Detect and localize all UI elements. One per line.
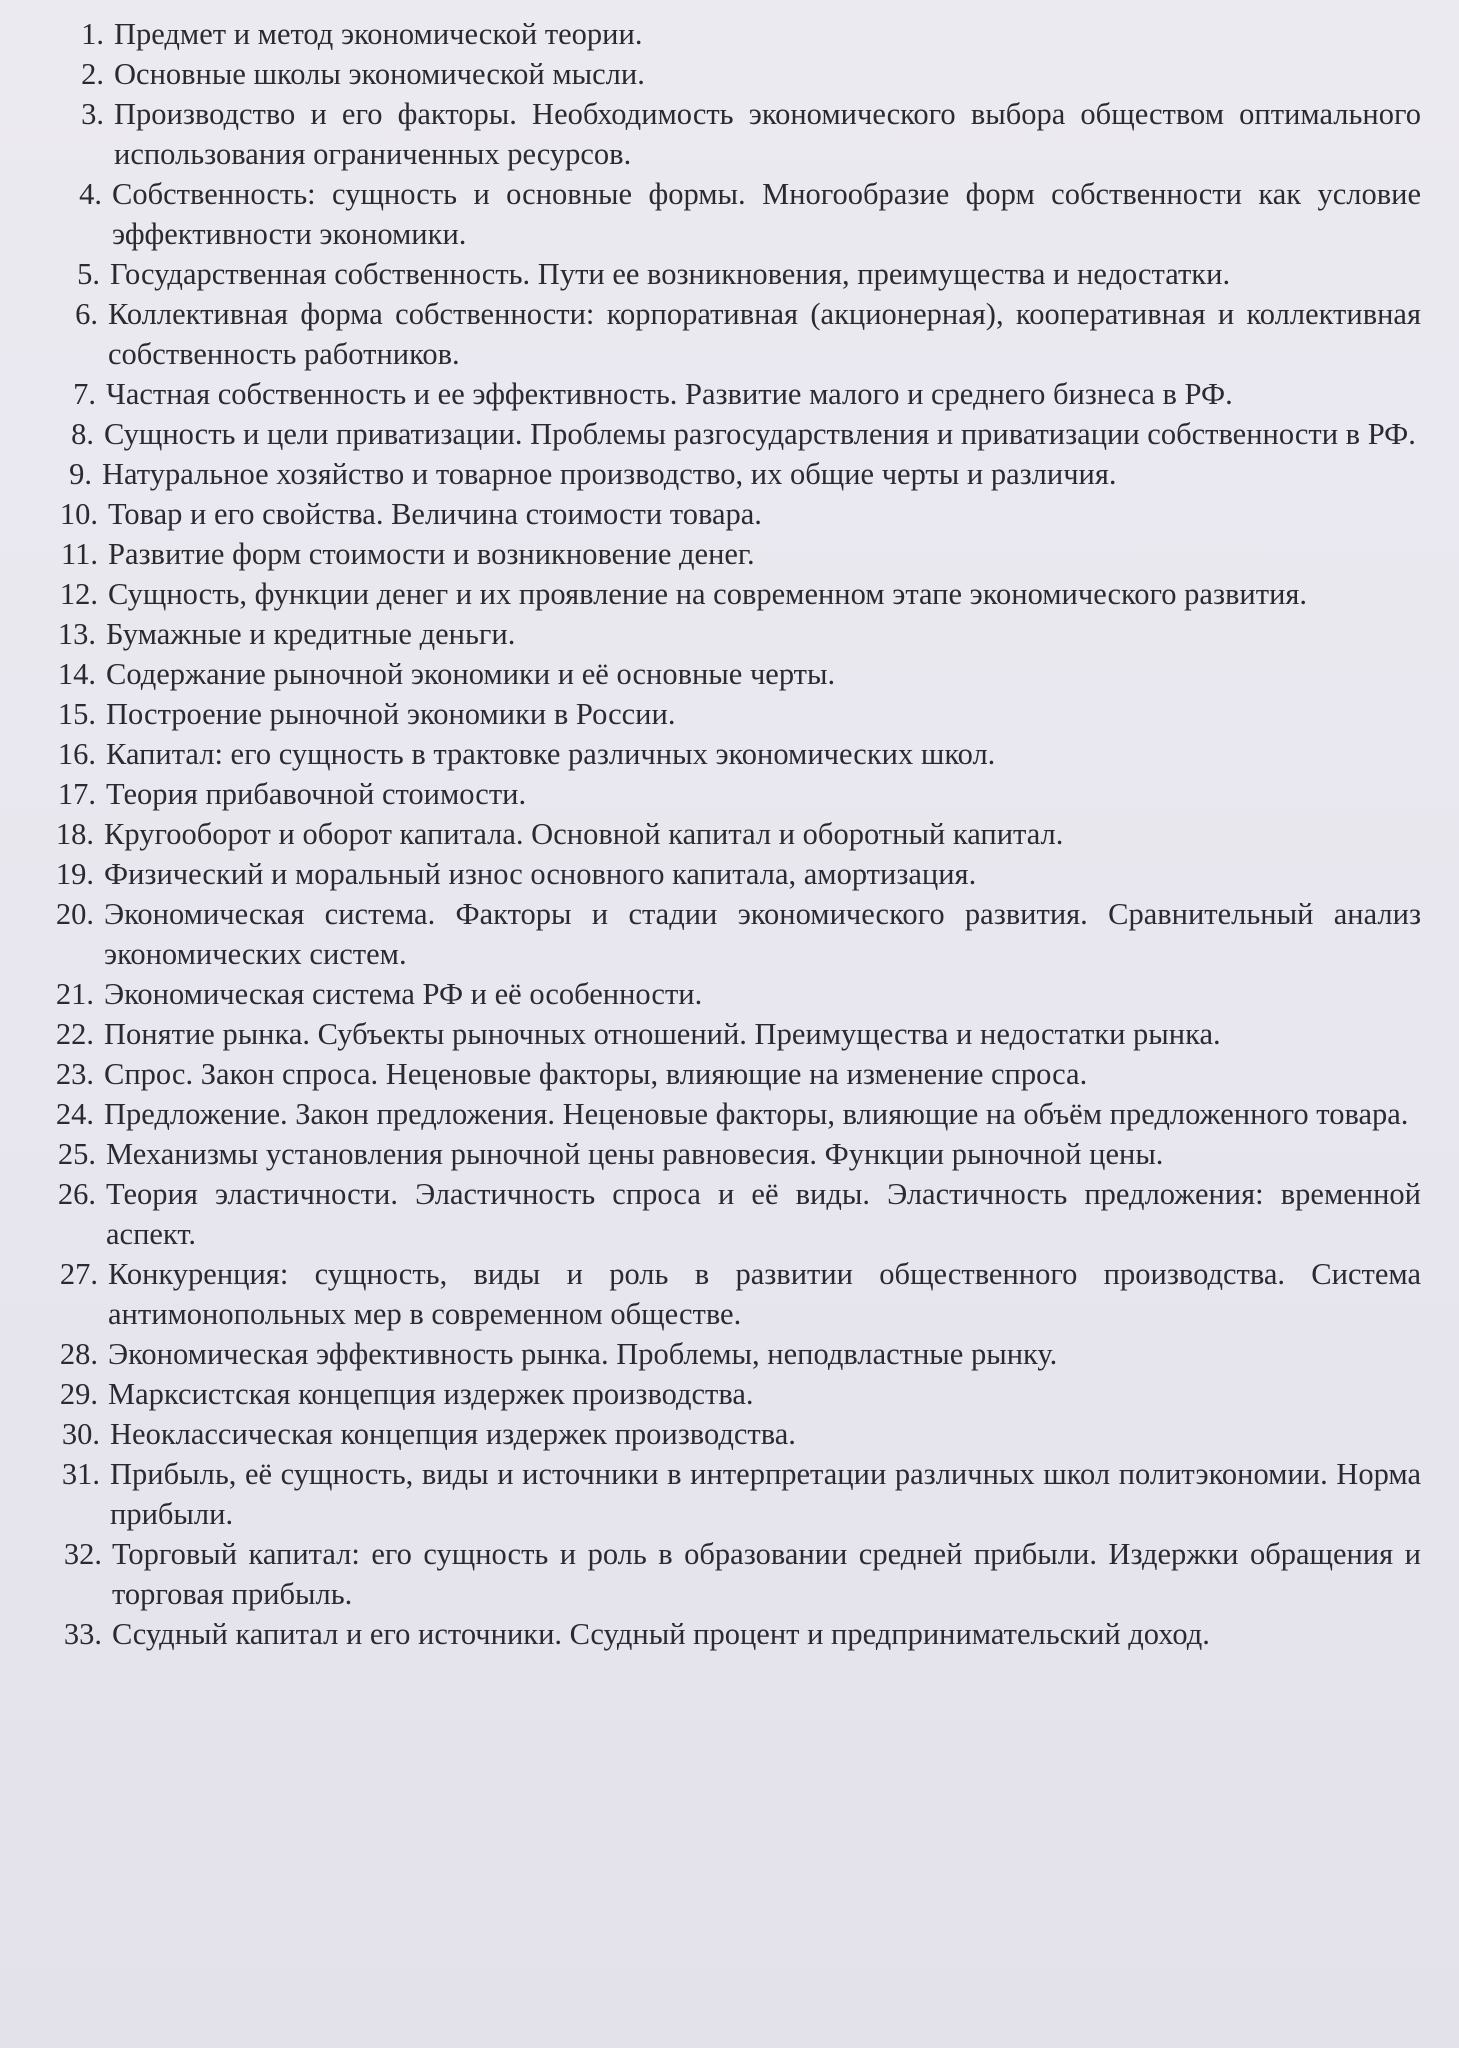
question-item (36, 294, 1421, 374)
question-text: Производство и его факторы. Необходимость экономического выбора обществом оптимального использования ограниченных ресурсов. (114, 97, 1421, 171)
question-text: Капитал: его сущность в трактовке различных экономических школ. (106, 737, 996, 771)
question-text: Торговый капитал: его сущность и роль в образовании средней прибыли. Издержки обращения и торговая прибыль. (112, 1537, 1421, 1611)
question-item (36, 54, 1421, 94)
question-number: 26. (57, 1177, 96, 1211)
question-number: 3. (81, 97, 104, 131)
question-number: 5. (77, 257, 100, 291)
question-item (36, 734, 1421, 774)
question-text: Товар и его свойства. Величина стоимости товара. (108, 497, 762, 531)
question-number: 28. (59, 1337, 98, 1371)
question-item (36, 1414, 1421, 1454)
question-item (36, 174, 1421, 254)
question-item (36, 614, 1421, 654)
question-item (36, 414, 1421, 454)
question-text: Натуральное хозяйство и товарное производство, их общие черты и различия. (102, 457, 1117, 491)
question-text: Экономическая система РФ и её особенности. (104, 977, 703, 1011)
question-list (36, 14, 1421, 1654)
question-item (36, 974, 1421, 1014)
question-number: 2. (81, 57, 104, 91)
question-number: 1. (81, 17, 104, 51)
question-text: Сущность и цели приватизации. Проблемы разгосударствления и приватизации собственности в РФ. (104, 417, 1416, 451)
question-item (36, 1254, 1421, 1334)
question-item (36, 1094, 1421, 1134)
question-number: 21. (55, 977, 94, 1011)
question-number: 14. (57, 657, 96, 691)
question-text: Прибыль, её сущность, виды и источники в интерпретации различных школ политэкономии. Норма прибыли. (110, 1457, 1421, 1531)
question-number: 24. (55, 1097, 94, 1131)
question-number: 12. (59, 577, 98, 611)
question-text: Построение рыночной экономики в России. (106, 697, 676, 731)
question-number: 17. (57, 777, 96, 811)
question-number: 10. (59, 497, 98, 531)
question-text: Марксистская концепция издержек производства. (108, 1377, 754, 1411)
question-text: Частная собственность и ее эффективность. Развитие малого и среднего бизнеса в РФ. (106, 377, 1233, 411)
question-number: 13. (57, 617, 96, 651)
question-item (36, 1614, 1421, 1654)
question-item (36, 1334, 1421, 1374)
question-text: Предмет и метод экономической теории. (114, 17, 643, 51)
question-text: Бумажные и кредитные деньги. (106, 617, 516, 651)
question-item (36, 1374, 1421, 1414)
question-item (36, 1454, 1421, 1534)
question-item (36, 774, 1421, 814)
question-text: Физический и моральный износ основного капитала, амортизация. (104, 857, 977, 891)
question-text: Теория прибавочной стоимости. (106, 777, 527, 811)
question-item (36, 654, 1421, 694)
question-text: Развитие форм стоимости и возникновение денег. (108, 537, 755, 571)
question-number: 23. (55, 1057, 94, 1091)
question-item (36, 894, 1421, 974)
question-item (36, 534, 1421, 574)
question-item (36, 574, 1421, 614)
question-item (36, 1054, 1421, 1094)
question-number: 25. (57, 1137, 96, 1171)
question-item (36, 94, 1421, 174)
question-number: 30. (61, 1417, 100, 1451)
question-number: 7. (73, 377, 96, 411)
question-text: Механизмы установления рыночной цены равновесия. Функции рыночной цены. (106, 1137, 1164, 1171)
question-number: 11. (61, 537, 98, 571)
question-number: 9. (69, 457, 92, 491)
question-text: Теория эластичности. Эластичность спроса и её виды. Эластичность предложения: временной аспект. (106, 1177, 1421, 1251)
question-text: Сущность, функции денег и их проявление на современном этапе экономического развития. (108, 577, 1308, 611)
question-number: 6. (75, 297, 98, 331)
question-number: 19. (55, 857, 94, 891)
question-item (36, 814, 1421, 854)
question-item (36, 494, 1421, 534)
question-text: Государственная собственность. Пути ее возникновения, преимущества и недостатки. (110, 257, 1231, 291)
question-item (36, 1534, 1421, 1614)
question-text: Содержание рыночной экономики и её основные черты. (106, 657, 836, 691)
question-text: Спрос. Закон спроса. Неценовые факторы, влияющие на изменение спроса. (104, 1057, 1088, 1091)
question-item (36, 1014, 1421, 1054)
question-number: 15. (57, 697, 96, 731)
question-item (36, 854, 1421, 894)
question-text: Конкуренция: сущность, виды и роль в развитии общественного производства. Система антимонопольных мер в современном обществе. (108, 1257, 1421, 1331)
question-text: Основные школы экономической мысли. (114, 57, 645, 91)
question-number: 4. (79, 177, 102, 211)
question-item (36, 454, 1421, 494)
question-item (36, 374, 1421, 414)
question-number: 18. (55, 817, 94, 851)
question-number: 16. (57, 737, 96, 771)
question-number: 29. (59, 1377, 98, 1411)
question-text: Неоклассическая концепция издержек производства. (110, 1417, 796, 1451)
question-number: 20. (55, 897, 94, 931)
question-number: 27. (59, 1257, 98, 1291)
question-number: 33. (63, 1617, 102, 1651)
question-item (36, 694, 1421, 734)
question-text: Предложение. Закон предложения. Неценовые факторы, влияющие на объём предложенного товара. (104, 1097, 1409, 1131)
question-text: Коллективная форма собственности: корпоративная (акционерная), кооперативная и коллективная собственность работников. (108, 297, 1421, 371)
question-item (36, 1134, 1421, 1174)
question-text: Собственность: сущность и основные формы. Многообразие форм собственности как условие эффективности экономики. (112, 177, 1421, 251)
question-text: Экономическая эффективность рынка. Проблемы, неподвластные рынку. (108, 1337, 1058, 1371)
question-item (36, 14, 1421, 54)
question-item (36, 1174, 1421, 1254)
question-text: Экономическая система. Факторы и стадии экономического развития. Сравнительный анализ экономических систем. (104, 897, 1421, 971)
question-number: 22. (55, 1017, 94, 1051)
question-item (36, 254, 1421, 294)
question-number: 31. (61, 1457, 100, 1491)
question-text: Понятие рынка. Субъекты рыночных отношений. Преимущества и недостатки рынка. (104, 1017, 1221, 1051)
question-text: Кругооборот и оборот капитала. Основной капитал и оборотный капитал. (104, 817, 1064, 851)
question-number: 8. (71, 417, 94, 451)
question-text: Ссудный капитал и его источники. Ссудный процент и предпринимательский доход. (112, 1617, 1210, 1651)
question-number: 32. (63, 1537, 102, 1571)
